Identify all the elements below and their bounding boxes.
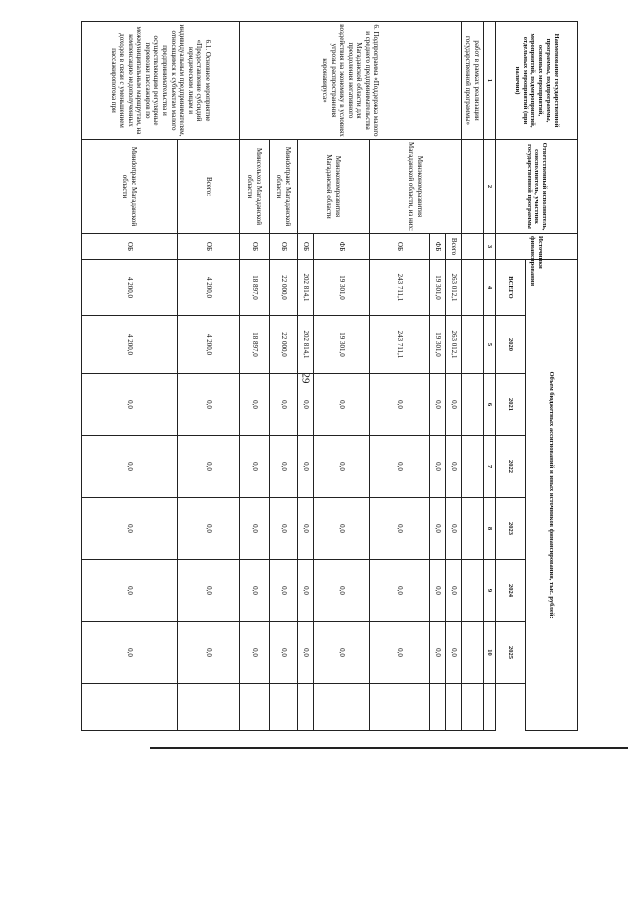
value-cell: 4 200,0 (82, 316, 178, 374)
value-cell: 0,0 (82, 436, 178, 498)
col-num: 7 (484, 436, 496, 498)
empty-cell (462, 436, 484, 498)
source-cell: ОБ (178, 234, 240, 260)
value-cell: 202 814,1 (298, 260, 314, 316)
empty-cell (446, 684, 462, 731)
empty-cell (462, 684, 484, 731)
value-cell: 202 814,1 (298, 316, 314, 374)
value-cell: 0,0 (446, 622, 462, 684)
value-cell: 0,0 (178, 498, 240, 560)
value-cell: 4 200,0 (82, 260, 178, 316)
value-cell: 0,0 (370, 560, 430, 622)
value-cell: 0,0 (178, 560, 240, 622)
source-cell: Всего (446, 234, 462, 260)
col-num: 6 (484, 374, 496, 436)
empty-cell (370, 684, 430, 731)
empty-cell (240, 684, 270, 731)
col-num-empty (484, 684, 496, 731)
value-cell: 0,0 (298, 436, 314, 498)
value-cell: 0,0 (370, 374, 430, 436)
value-cell: 0,0 (430, 498, 446, 560)
empty-cell (82, 684, 178, 731)
empty-cell (462, 260, 484, 316)
value-cell: 0,0 (430, 374, 446, 436)
value-cell: 0,0 (270, 374, 298, 436)
executor-cell: Минэкономразвития Магаданской области, из них: (370, 140, 462, 234)
value-cell: 18 897,0 (240, 316, 270, 374)
value-cell: 22 000,0 (270, 316, 298, 374)
header-year-2020: 2020 (496, 316, 526, 374)
empty-cell (462, 560, 484, 622)
value-cell: 0,0 (370, 498, 430, 560)
value-cell: 0,0 (240, 622, 270, 684)
value-cell: 0,0 (314, 436, 370, 498)
empty-cell (462, 374, 484, 436)
col-num: 8 (484, 498, 496, 560)
value-cell: 22 000,0 (270, 260, 298, 316)
value-cell: 263 012,1 (446, 316, 462, 374)
value-cell: 0,0 (240, 374, 270, 436)
value-cell: 0,0 (446, 560, 462, 622)
value-cell: 0,0 (270, 498, 298, 560)
value-cell: 19 301,0 (314, 260, 370, 316)
col-num: 3 (484, 234, 496, 260)
value-cell: 0,0 (82, 498, 178, 560)
value-cell: 263 012,1 (446, 260, 462, 316)
header-volume: Объем бюджетных ассигнований и иных источников финансирования, тыс. рублей: (526, 260, 578, 731)
col-num: 5 (484, 316, 496, 374)
value-cell: 19 301,0 (430, 260, 446, 316)
value-cell: 0,0 (82, 560, 178, 622)
value-cell: 0,0 (178, 436, 240, 498)
empty-cell (462, 498, 484, 560)
empty-cell (462, 622, 484, 684)
value-cell: 19 301,0 (430, 316, 446, 374)
col-num: 2 (484, 140, 496, 234)
empty-cell (462, 316, 484, 374)
financing-table (81, 21, 578, 731)
col-num: 9 (484, 560, 496, 622)
measure-6-1-name: 6.1. Основное мероприятие «Предоставление субсидий юридическим лицам и индивидуальным предпринимателям, относящимся к субъектам малого предпринимательства и осуществляющим регулярные перевозки пассажиров по межмуниципальным маршрутам, на компенсацию недополученных доходов в связи с уменьшением пассажиропотока при (82, 22, 240, 140)
source-cell: ОБ (240, 234, 270, 260)
rotated-table-wrapper (84, 21, 578, 730)
source-cell: ОБ (82, 234, 178, 260)
source-cell: ОБ (270, 234, 298, 260)
empty-cell (430, 684, 446, 731)
header-year-2022: 2022 (496, 436, 526, 498)
value-cell: 0,0 (270, 436, 298, 498)
header-year-2023: 2023 (496, 498, 526, 560)
value-cell: 0,0 (82, 374, 178, 436)
value-cell: 0,0 (298, 498, 314, 560)
value-cell: 0,0 (270, 560, 298, 622)
col-num: 1 (484, 22, 496, 140)
value-cell: 0,0 (298, 622, 314, 684)
col-num: 10 (484, 622, 496, 684)
empty-cell (314, 684, 370, 731)
empty-cell (462, 234, 484, 260)
executor-cell: Минсельхоз Магаданской области (240, 140, 270, 234)
header-source: Источники финансирования (496, 234, 578, 260)
value-cell: 0,0 (298, 374, 314, 436)
empty-cell (270, 684, 298, 731)
empty-cell (462, 140, 484, 234)
value-cell: 0,0 (240, 436, 270, 498)
value-cell: 0,0 (270, 622, 298, 684)
value-cell: 19 301,0 (314, 316, 370, 374)
header-year-2024: 2024 (496, 560, 526, 622)
executor-cell: Минdortранс Магаданской области (82, 140, 178, 234)
page-number: 29 (299, 372, 312, 384)
empty-cell (178, 684, 240, 731)
col-num: 4 (484, 260, 496, 316)
continuation-text: работ в рамках реализации государственной программы» (462, 22, 484, 140)
source-cell: ФБ (314, 234, 370, 260)
value-cell: 0,0 (430, 622, 446, 684)
value-cell: 0,0 (298, 560, 314, 622)
source-cell: ОБ (370, 234, 430, 260)
executor-cell: Всего: (178, 140, 240, 234)
value-cell: 0,0 (430, 560, 446, 622)
value-cell: 0,0 (314, 374, 370, 436)
value-cell: 243 711,1 (370, 316, 430, 374)
value-cell: 0,0 (178, 374, 240, 436)
value-cell: 4 200,0 (178, 260, 240, 316)
value-cell: 0,0 (314, 622, 370, 684)
value-cell: 0,0 (240, 560, 270, 622)
header-year-2021: 2021 (496, 374, 526, 436)
source-cell: ФБ (430, 234, 446, 260)
executor-cell: Минdortранс Магаданской области (270, 140, 298, 234)
header-year-2025: 2025 (496, 622, 526, 684)
value-cell: 0,0 (446, 498, 462, 560)
source-cell: ОБ (298, 234, 314, 260)
value-cell: 0,0 (370, 622, 430, 684)
subprogram-6-name: 6. Подпрограмма «Поддержка малого и среднего предпринимательства Магаданской области для преодоления негативного воздействия на экономику в условиях угрозы распространения коронавируса» (240, 22, 462, 140)
value-cell: 0,0 (178, 622, 240, 684)
value-cell: 0,0 (82, 622, 178, 684)
value-cell: 0,0 (430, 436, 446, 498)
header-name: Наименование государственной программы, подпрограммы, основных мероприятий, мероприятий, подмероприятий, отдельных мероприятий (при наличии) (496, 22, 578, 140)
header-total: ВСЕГО (496, 260, 526, 316)
empty-cell (298, 684, 314, 731)
value-cell: 0,0 (314, 560, 370, 622)
value-cell: 243 711,1 (370, 260, 430, 316)
value-cell: 0,0 (314, 498, 370, 560)
value-cell: 18 897,0 (240, 260, 270, 316)
header-executor: Ответственный исполнитель, соисполнитель, участник государственной программы (496, 140, 578, 234)
value-cell: 0,0 (370, 436, 430, 498)
value-cell: 4 200,0 (178, 316, 240, 374)
executor-cell: Минэкономразвития Магаданской области (298, 140, 370, 234)
value-cell: 0,0 (446, 436, 462, 498)
value-cell: 0,0 (446, 374, 462, 436)
horizontal-rule (150, 747, 628, 749)
value-cell: 0,0 (240, 498, 270, 560)
